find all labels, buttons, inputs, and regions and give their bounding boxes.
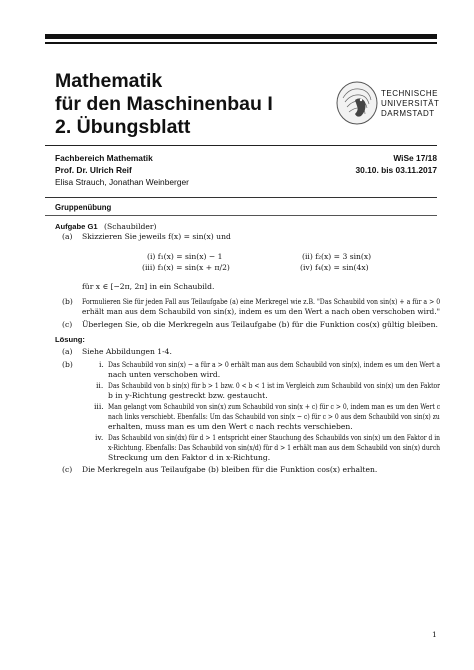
solution-item-line: b in y-Richtung gestreckt bzw. gestaucht. bbox=[108, 391, 268, 400]
task-b-line1: Formulieren Sie für jeden Fall aus Teilaufgabe (a) eine Merkregel wie z.B. "Das Schaubild von sin(x) + a für a > 0 bbox=[82, 297, 441, 306]
solution-title: Lösung: bbox=[55, 335, 85, 344]
solution-item-line: Das Schaubild von b sin(x) für b > 1 bzw. 0 < b < 1 ist im Vergleich zum Schaubild von sin(x) um den Faktor bbox=[108, 381, 441, 390]
solution-b-label: (b) bbox=[62, 360, 73, 369]
page-number: 1 bbox=[432, 630, 437, 639]
solution-item-line: Das Schaubild von sin(x) − a für a > 0 erhält man aus dem Schaubild von sin(x), indem es um den Wert a bbox=[108, 360, 441, 369]
solution-item-line: Streckung um den Faktor d in x-Richtung. bbox=[108, 453, 271, 462]
task-a-text: Skizzieren Sie jeweils f(x) = sin(x) und bbox=[82, 232, 231, 241]
solution-a-label: (a) bbox=[62, 347, 73, 356]
title-line-1: Mathematik bbox=[55, 70, 163, 92]
solution-a-text: Siehe Abbildungen 1-4. bbox=[82, 347, 172, 356]
section-rule bbox=[45, 215, 437, 216]
func-iv: (iv) f₄(x) = sin(4x) bbox=[300, 263, 369, 272]
task-c-text: Überlegen Sie, ob die Merkregeln aus Teilaufgabe (b) für die Funktion cos(x) gültig bleiben. bbox=[82, 320, 438, 329]
top-rule-thin bbox=[45, 42, 437, 44]
func-i: (i) f₁(x) = sin(x) − 1 bbox=[147, 252, 223, 261]
task-b-line2: erhält man aus dem Schaubild von sin(x), indem es um den Wert a nach oben verschoben wird." bbox=[82, 307, 440, 316]
solution-item-num: iv. bbox=[95, 433, 104, 442]
university-logo bbox=[335, 80, 379, 126]
solution-c-label: (c) bbox=[62, 465, 73, 474]
solution-item-line: nach unten verschoben wird. bbox=[108, 370, 221, 379]
header-rule bbox=[45, 145, 437, 146]
solution-item-line: Das Schaubild von sin(dx) für d > 1 entspricht einer Stauchung des Schaubilds von sin(x) um den Faktor d in bbox=[108, 433, 440, 442]
solution-item-line: Man gelangt vom Schaubild von sin(x) zum Schaubild von sin(x + c) für c > 0, indem man es um den Wert c bbox=[108, 402, 441, 411]
solution-item-num: iii. bbox=[94, 402, 104, 411]
meta-rule bbox=[45, 197, 437, 198]
solution-item-num: ii. bbox=[96, 381, 104, 390]
task-a-label: (a) bbox=[62, 232, 73, 241]
assistants: Elisa Strauch, Jonathan Weinberger bbox=[55, 177, 189, 187]
title-line-2: für den Maschinenbau I bbox=[55, 93, 273, 115]
section-title: Gruppenübung bbox=[55, 203, 112, 212]
top-rule-thick bbox=[45, 34, 437, 39]
professor: Prof. Dr. Ulrich Reif bbox=[55, 165, 132, 175]
func-iii: (iii) f₃(x) = sin(x + π/2) bbox=[142, 263, 230, 272]
semester: WiSe 17/18 bbox=[393, 153, 437, 163]
document-title bbox=[55, 70, 273, 139]
func-ii: (ii) f₂(x) = 3 sin(x) bbox=[302, 252, 372, 261]
solution-item-num: i. bbox=[99, 360, 104, 369]
task-b-label: (b) bbox=[62, 297, 73, 306]
solution-item-line: erhalten, muss man es um den Wert c nach rechts verschieben. bbox=[108, 422, 353, 431]
department: Fachbereich Mathematik bbox=[55, 153, 153, 163]
task-range: für x ∈ [−2π, 2π] in ein Schaubild. bbox=[82, 282, 215, 291]
solution-item-line: nach links verschiebt. Ebenfalls: Um das Schaubild von sin(x − c) für c > 0 aus dem Schaubild von sin(x) zu bbox=[108, 412, 440, 421]
solution-item-line: x-Richtung. Ebenfalls: Das Schaubild von sin(x/d) für d > 1 erhält man aus dem Schaubild von sin(x) durch bbox=[108, 443, 441, 452]
solution-c-text: Die Merkregeln aus Teilaufgabe (b) bleiben für die Funktion cos(x) erhalten. bbox=[82, 465, 378, 474]
dates: 30.10. bis 03.11.2017 bbox=[355, 165, 437, 175]
task-c-label: (c) bbox=[62, 320, 73, 329]
university-name: TECHNISCHE UNIVERSITÄT DARMSTADT bbox=[381, 89, 440, 118]
task-heading: Aufgabe G1 (Schaubilder) bbox=[55, 222, 157, 231]
title-line-3: 2. Übungsblatt bbox=[55, 116, 191, 138]
